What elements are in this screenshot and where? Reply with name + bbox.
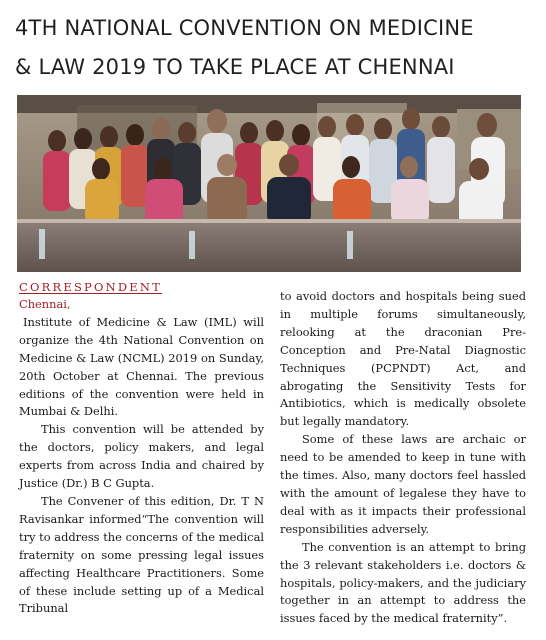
group-photo — [17, 95, 521, 272]
article-paragraph-1: Institute of Medicine & Law (IML) will organize the 4th National Convention on Medicine & Law (NCML) 2019 on Sunday, 20th October at Chennai. The previous editions of the convention were held in Mumbai & Delhi. — [19, 314, 264, 419]
article-headline — [15, 9, 535, 87]
byline: CORRESPONDENT — [19, 280, 162, 294]
article-paragraph-5: Some of these laws are archaic or need to be amended to keep in tune with the times. Also, many doctors feel hassled with the amount of legalese they have to deal with as it impacts their professional responsibilities adversely. — [280, 432, 526, 536]
article-paragraph-2: This convention will be attended by the doctors, policy makers, and legal experts from across India and chaired by Justice (Dr.) B C Gupta. — [19, 422, 264, 491]
article-column-left — [19, 296, 264, 618]
article-paragraph-6: The convention is an attempt to bring the 3 relevant stakeholders i.e. doctors & hospitals, policy-makers, and the judiciary together in an attempt to address the issues faced by the medical fraternity”. — [280, 539, 526, 626]
article-paragraph-4: to avoid doctors and hospitals being sued in multiple forums simultaneously, relooking at the draconian Pre-Conception and Pre-Natal Diagnostic Techniques (PCPNDT) Act, and abrogating the Sensitivity Tests for Antibiotics, which is medically obsolete but legally mandatory. — [280, 289, 526, 429]
headline-line-2: & LAW 2019 TO TAKE PLACE AT CHENNAI — [15, 55, 455, 79]
dateline: Chennai, — [19, 297, 71, 311]
article-column-right — [280, 288, 526, 628]
article-paragraph-3: The Convener of this edition, Dr. T N Ravisankar informed“The convention will try to address the concerns of the medical fraternity on some pressing legal issues affecting Healthcare Practitioners. Some of these include setting up of a Medical Tribunal — [19, 493, 264, 616]
headline-line-1: 4TH NATIONAL CONVENTION ON MEDICINE — [15, 16, 474, 40]
